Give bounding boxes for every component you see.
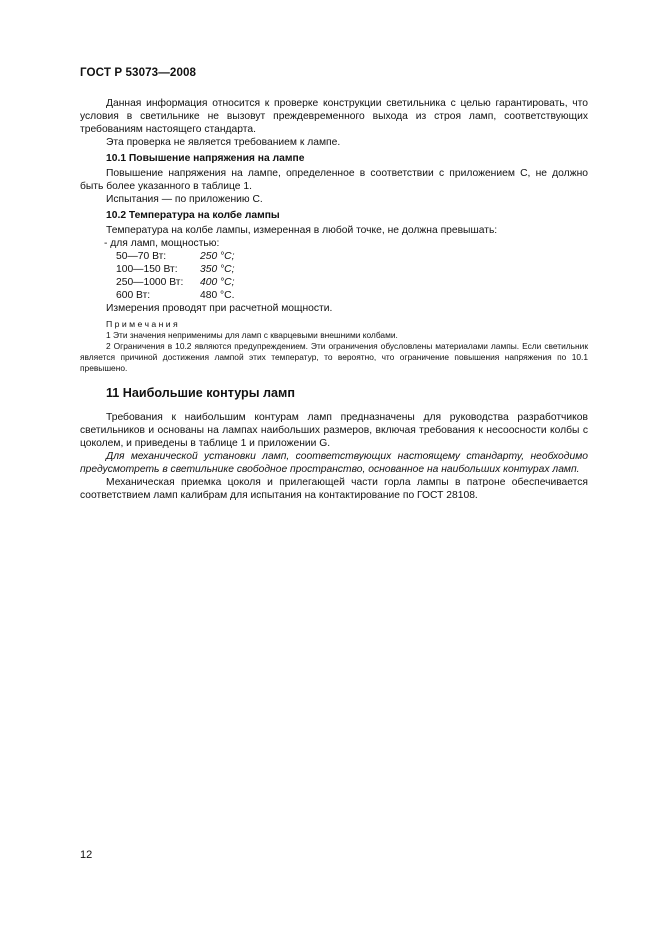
- standard-header: ГОСТ Р 53073—2008: [80, 66, 197, 79]
- intro-paragraph-2: Эта проверка не является требованием к лампе.: [106, 137, 341, 148]
- note-1: 1 Эти значения неприменимы для ламп с кварцевыми внешними колбами.: [106, 330, 398, 340]
- power-range: 50—70 Вт:: [116, 251, 167, 262]
- section-10-1-paragraph-1: Повышение напряжения на лампе, определенное в соответствии с приложением С, не должно быть более указанного в таблице 1.: [80, 168, 588, 192]
- page-content: [80, 97, 588, 502]
- note-2: 2 Ограничения в 10.2 являются предупреждением. Эти ограничения обусловлены материалами лампы. Если светильник является причиной достижения лампой этих температур, то вероятно, что ограничение повышения напряжения по 10.1 превышено.: [80, 341, 588, 373]
- temperature-limits-list: [80, 250, 588, 302]
- section-11-paragraph-3: Механическая приемка цоколя и прилегающей части горла лампы в патроне обеспечивается соответствием ламп калибрам для испытания на контактирование по ГОСТ 28108.: [80, 477, 588, 501]
- temperature-limit: 250 °С;: [200, 251, 235, 262]
- section-10-2-paragraph-1: Температура на колбе лампы, измеренная в любой точке, не должна превышать:: [106, 225, 498, 236]
- temperature-limit: 350 °С;: [200, 264, 235, 275]
- lamp-power-bullet: - для ламп, мощностью:: [104, 238, 220, 249]
- notes-title: Примечания: [106, 319, 181, 329]
- section-10-1-title: 10.1 Повышение напряжения на лампе: [106, 153, 305, 164]
- power-range: 100—150 Вт:: [116, 264, 178, 275]
- section-11-paragraph-2: Для механической установки ламп, соответствующих настоящему стандарту, необходимо предусмотреть в светильнике свободное пространство, основанное на наибольших контурах ламп.: [80, 451, 588, 475]
- temperature-limit: 480 °С.: [200, 290, 235, 301]
- section-11-paragraph-1: Требования к наибольшим контурам ламп предназначены для руководства разработчиков светильников и основаны на лампах наибольших размеров, включая требования к несоосности колбы с цоколем, и приведены в таблице 1 и приложении G.: [80, 412, 588, 449]
- intro-paragraph-1: Данная информация относится к проверке конструкции светильника с целью гарантировать, что условия в светильнике не вызовут преждевременного выхода из строя ламп, соответствующих требованиям настоящего стандарта.: [80, 98, 588, 135]
- section-11-title: 11 Наибольшие контуры ламп: [106, 386, 295, 400]
- page-number: 12: [80, 849, 93, 861]
- section-10-1-paragraph-2: Испытания — по приложению С.: [106, 194, 263, 205]
- power-range: 600 Вт:: [116, 290, 151, 301]
- power-range: 250—1000 Вт:: [116, 277, 184, 288]
- section-10-2-title: 10.2 Температура на колбе лампы: [106, 210, 280, 221]
- section-10-2-paragraph-2: Измерения проводят при расчетной мощности.: [106, 303, 333, 314]
- temperature-limit: 400 °С;: [200, 277, 235, 288]
